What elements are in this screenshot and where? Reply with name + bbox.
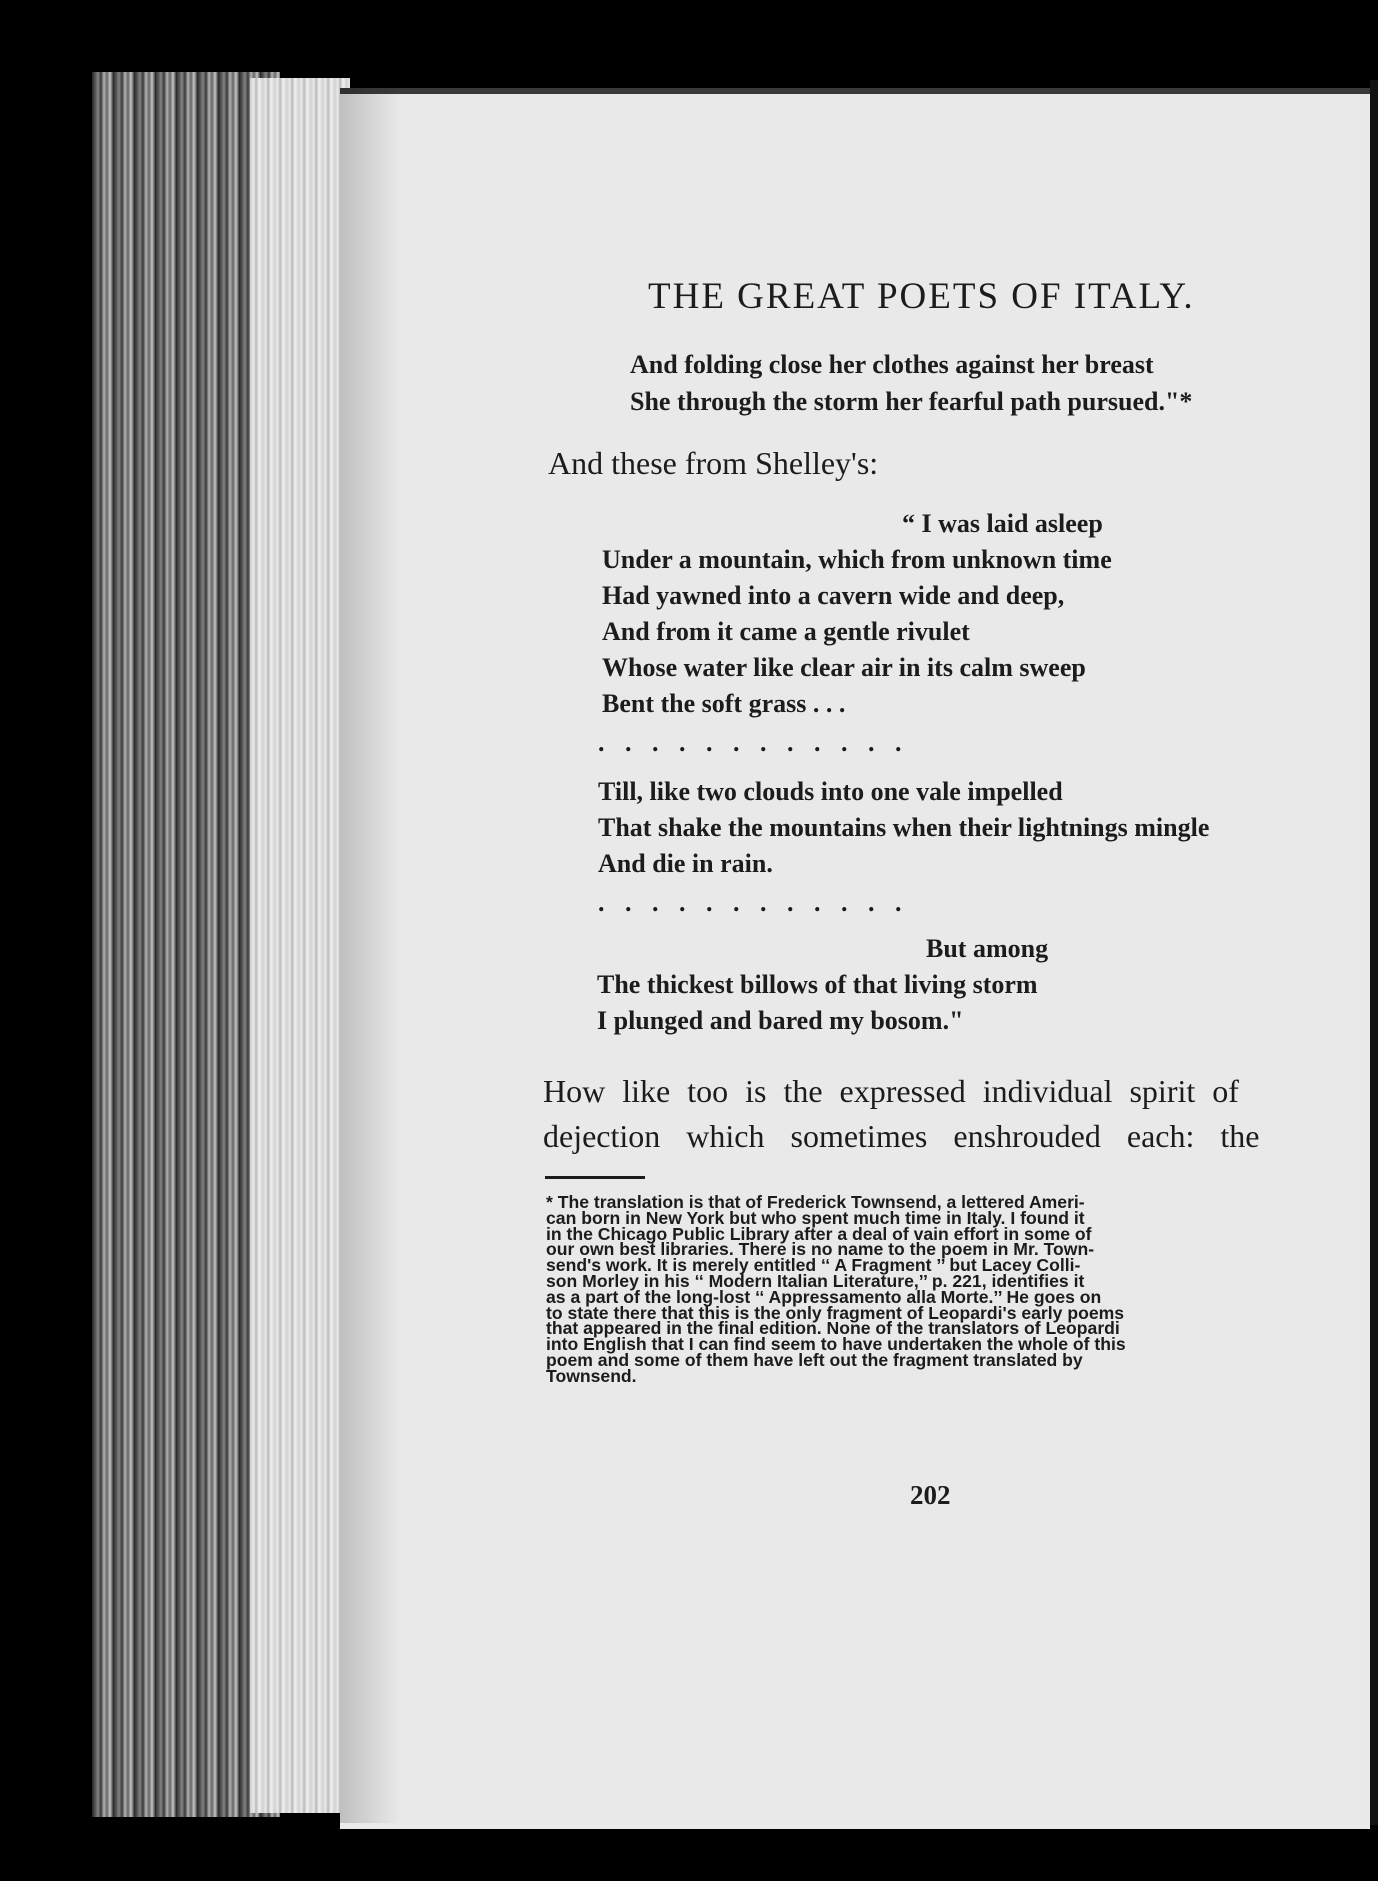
footnote-line: that appeared in the final edition. None of the translators of Leopardi (546, 1318, 1120, 1339)
running-header: THE GREAT POETS OF ITALY. (648, 276, 1195, 317)
footnote-line: * The translation is that of Frederick Townsend, a lettered Ameri- (546, 1192, 1085, 1212)
intro-line: And these from Shelley's: (548, 445, 879, 481)
verse-line: But among (926, 934, 1049, 963)
verse-line: Bent the soft grass . . . (602, 689, 846, 718)
footnote-line: in the Chicago Public Library after a deal of vain effort in some of (546, 1223, 1092, 1244)
body-paragraph-line: dejection which sometimes enshrouded each: the (543, 1118, 1260, 1154)
book-page-edges-inner (250, 78, 350, 1813)
footnote-line: poem and some of them have left out the fragment translated by (546, 1349, 1083, 1370)
verse-line: Under a mountain, which from unknown time (602, 545, 1112, 574)
verse-line: And die in rain. (598, 849, 773, 878)
verse-line: Till, like two clouds into one vale impelled (598, 777, 1063, 806)
footnote-line: son Morley in his ‘‘ Modern Italian Literature,’’ p. 221, identifies it (546, 1270, 1085, 1291)
footnote-line: as a part of the long-lost ‘‘ Appressamento alla Morte.’’ He goes on (546, 1286, 1102, 1307)
page-number: 202 (910, 1480, 951, 1510)
verse-line: I plunged and bared my bosom." (597, 1006, 964, 1035)
footnote-line: to state there that this is the only fragment of Leopardi's early poems (546, 1302, 1125, 1323)
footnote-rule (545, 1176, 645, 1179)
verse-line: And folding close her clothes against her breast (630, 350, 1154, 379)
verse-line: Had yawned into a cavern wide and deep, (602, 581, 1065, 610)
verse-line: “ I was laid asleep (902, 509, 1103, 538)
body-paragraph-line: How like too is the expressed individual spirit of (543, 1073, 1239, 1109)
verse-line: The thickest billows of that living storm (597, 970, 1038, 999)
ellipsis-row: . . . . . . . . . . . . (598, 728, 902, 757)
footnote (546, 1192, 1324, 1386)
gutter-shadow (340, 88, 400, 1823)
verse-line: That shake the mountains when their lightnings mingle (598, 813, 1210, 842)
footnote-line: our own best libraries. There is no name to the poem in Mr. Town- (546, 1239, 1095, 1260)
verse-line: And from it came a gentle rivulet (602, 617, 970, 646)
verse-line: She through the storm her fearful path pursued."* (630, 387, 1193, 416)
footnote-line: can born in New York but who spent much time in Italy. I found it (546, 1207, 1085, 1228)
footnote-line: Townsend. (546, 1365, 637, 1386)
ellipsis-row: . . . . . . . . . . . . (598, 888, 902, 917)
footnote-line: into English that I can find seem to have undertaken the whole of this (546, 1334, 1126, 1355)
right-border (1370, 80, 1378, 1825)
verse-line: Whose water like clear air in its calm sweep (602, 653, 1086, 682)
footnote-line: send's work. It is merely entitled ‘‘ A Fragment ’’ but Lacey Colli- (546, 1255, 1081, 1276)
